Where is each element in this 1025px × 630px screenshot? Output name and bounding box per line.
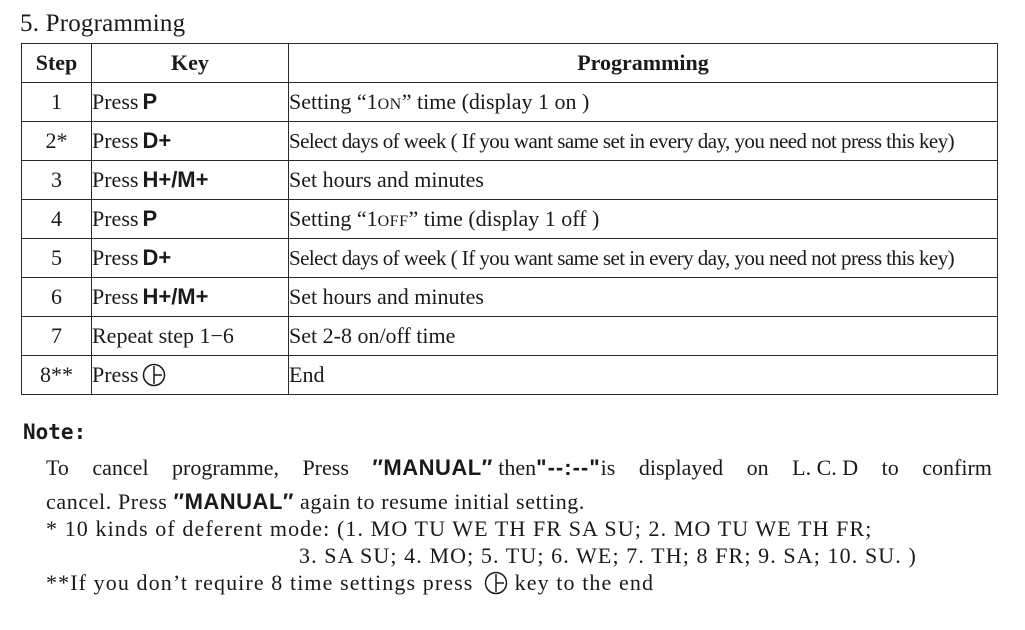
table-row — [22, 278, 998, 317]
key-name: D+ — [142, 128, 172, 153]
table-row — [22, 83, 998, 122]
step-cell: 7 — [22, 317, 92, 356]
programming-cell: Set 2-8 on/off time — [289, 317, 998, 356]
note-word: to — [881, 455, 899, 480]
key-cell — [92, 83, 289, 122]
note-word: Press — [302, 455, 349, 480]
key-cell — [92, 356, 289, 395]
note-text: cancel. Press — [46, 489, 174, 514]
note-word: displayed — [638, 455, 724, 480]
table-row — [22, 356, 998, 395]
note-line-5 — [46, 569, 654, 597]
note-word: programme, — [172, 455, 279, 480]
programming-table — [21, 43, 998, 395]
table-row — [22, 122, 998, 161]
press-label: Press — [92, 362, 139, 387]
programming-cell: Select days of week ( If you want same set in every day, you need not press this key) — [289, 239, 998, 278]
table-row — [22, 317, 998, 356]
table-row — [22, 200, 998, 239]
step-cell: 4 — [22, 200, 92, 239]
manual-key-label: ″MANUAL″ — [372, 455, 493, 480]
press-label: Press — [92, 128, 139, 153]
note-word: then — [498, 455, 537, 480]
note-line-3: * 10 kinds of deferent mode: (1. MO TU WE TH FR SA SU; 2. MO TU WE TH FR; — [46, 516, 873, 541]
header-step: Step — [22, 44, 92, 83]
note-line-2 — [46, 488, 585, 516]
clock-icon — [142, 363, 166, 387]
step-cell: 6 — [22, 278, 92, 317]
prog-text-pre: Setting “1 — [289, 206, 378, 231]
programming-cell: Select days of week ( If you want same set in every day, you need not press this key) — [289, 122, 998, 161]
key-name: P — [142, 89, 158, 114]
note-word: cancel — [92, 455, 149, 480]
programming-cell: Set hours and minutes — [289, 278, 998, 317]
key-name: D+ — [142, 245, 172, 270]
prog-text-post: ” time (display 1 off ) — [408, 206, 600, 231]
prog-text-post: ” time (display 1 on ) — [401, 89, 590, 114]
programming-cell — [289, 83, 998, 122]
key-cell: Repeat step 1−6 — [92, 317, 289, 356]
press-label: Press — [92, 245, 139, 270]
note-word: confirm — [922, 455, 992, 480]
header-key: Key — [92, 44, 289, 83]
note-word: To — [46, 455, 69, 480]
key-name: H+/M+ — [142, 284, 209, 309]
note-phrase-manual — [372, 454, 615, 482]
key-cell — [92, 161, 289, 200]
note-line-4: 3. SA SU; 4. MO; 5. TU; 6. WE; 7. TH; 8 FR; 9. SA; 10. SU. ) — [299, 543, 917, 568]
key-name: P — [142, 206, 158, 231]
table-header-row — [22, 44, 998, 83]
clock-icon — [484, 571, 508, 595]
note-line-1 — [46, 454, 992, 482]
key-cell — [92, 239, 289, 278]
note-word: is — [600, 455, 616, 480]
press-label: Press — [92, 284, 139, 309]
lcd-dashes: "--:--" — [536, 455, 601, 480]
note-word: L. C. D — [792, 455, 859, 480]
note-title: Note: — [23, 420, 87, 444]
step-cell: 8** — [22, 356, 92, 395]
key-cell — [92, 278, 289, 317]
table-row — [22, 239, 998, 278]
step-cell: 5 — [22, 239, 92, 278]
programming-cell: End — [289, 356, 998, 395]
press-label: Press — [92, 206, 139, 231]
manual-key-label: ″MANUAL″ — [173, 489, 294, 514]
prog-text-small: OFF — [377, 213, 409, 230]
press-label: Press — [92, 167, 139, 192]
key-cell — [92, 200, 289, 239]
note-text: **If you don’t require 8 time settings press — [46, 570, 481, 595]
note-word: on — [746, 455, 769, 480]
key-name: H+/M+ — [142, 167, 209, 192]
note-text: again to resume initial setting. — [293, 489, 586, 514]
prog-text-pre: Setting “1 — [289, 89, 378, 114]
step-cell: 3 — [22, 161, 92, 200]
section-title: 5. Programming — [20, 10, 186, 37]
header-programming: Programming — [289, 44, 998, 83]
key-cell — [92, 122, 289, 161]
step-cell: 2* — [22, 122, 92, 161]
note-text: key to the end — [508, 570, 655, 595]
programming-cell — [289, 200, 998, 239]
programming-cell: Set hours and minutes — [289, 161, 998, 200]
prog-text-small: ON — [377, 96, 402, 113]
table-row — [22, 161, 998, 200]
step-cell: 1 — [22, 83, 92, 122]
press-label: Press — [92, 89, 139, 114]
